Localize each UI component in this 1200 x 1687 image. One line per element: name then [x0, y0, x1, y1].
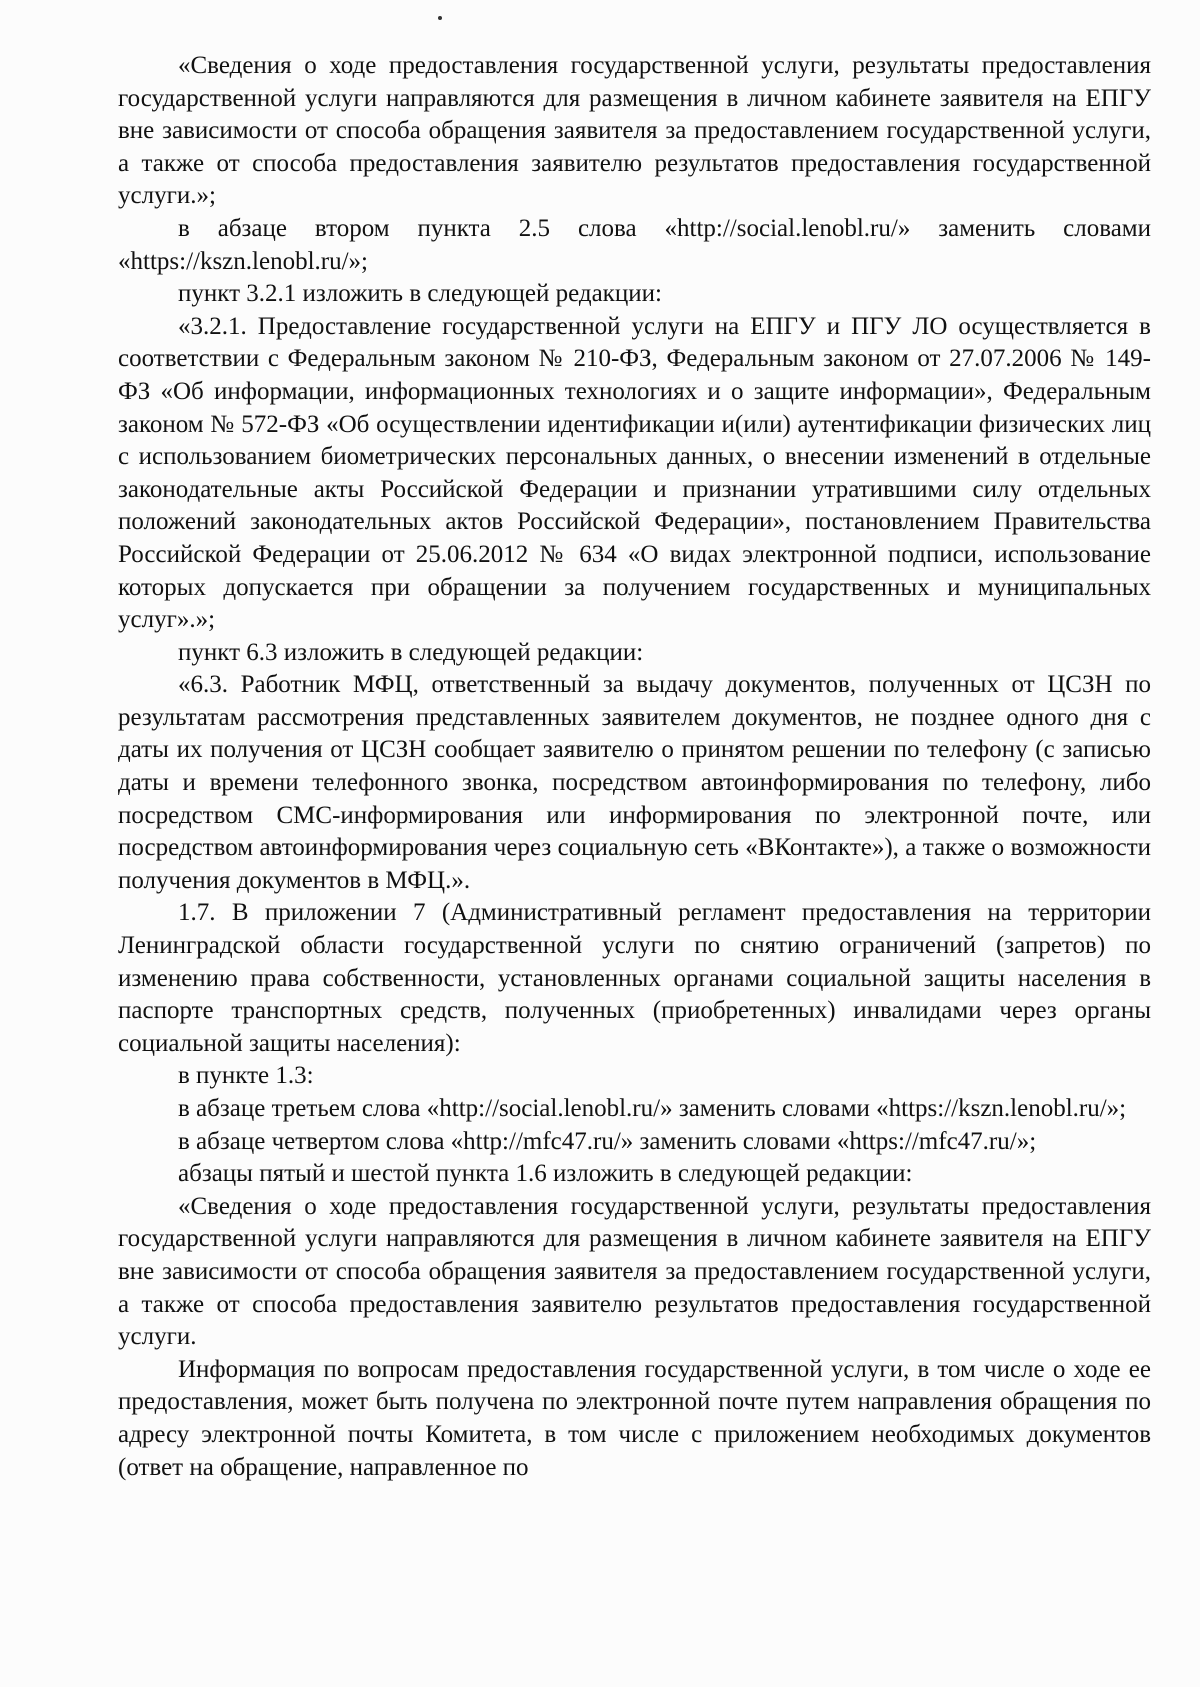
paragraph-1: «Сведения о ходе предоставления государственной услуги, результаты предоставления государственной услуги направляются для размещения в личном кабинете заявителя на ЕПГУ вне зависимости от способа обращения заявителя за предоставлением государственной услуги, а также от способа предоставления заявителю результатов предоставления государственной услуги.»; — [118, 52, 1151, 210]
paragraph-10: в абзаце четвертом слова «http://mfc47.ru/» заменить словами «https://mfc47.ru/»; — [178, 1127, 1037, 1155]
paragraph-2: в абзаце втором пункта 2.5 слова «http://social.lenobl.ru/» заменить словами «https://kszn.lenobl.ru/»; — [118, 214, 1151, 275]
scan-speck — [438, 16, 442, 20]
paragraph-11: абзацы пятый и шестой пункта 1.6 изложить в следующей редакции: — [178, 1160, 913, 1188]
paragraph-13: Информация по вопросам предоставления государственной услуги, в том числе о ходе ее предоставления, может быть получена по электронной почте путем направления обращения по адресу электронной почты Комитета, в том числе с приложением необходимых документов (ответ на обращение, направленное по — [118, 1355, 1151, 1481]
paragraph-5: пункт 6.3 изложить в следующей редакции: — [178, 638, 644, 666]
document-body — [118, 50, 1151, 1484]
paragraph-8: в пункте 1.3: — [178, 1062, 314, 1090]
paragraph-4: «3.2.1. Предоставление государственной услуги на ЕПГУ и ПГУ ЛО осуществляется в соответствии с Федеральным законом № 210-ФЗ, Федеральным законом от 27.07.2006 № 149-ФЗ «Об информации, информационных технологиях и о защите информации», Федеральным законом № 572-ФЗ «Об осуществлении идентификации и(или) аутентификации физических лиц с использованием биометрических персональных данных, о внесении изменений в отдельные законодательные акты Российской Федерации и признании утратившими силу отдельных положений законодательных актов Российской Федерации», постановлением Правительства Российской Федерации от 25.06.2012 № 634 «О видах электронной подписи, использование которых допускается при обращении за получением государственных и муниципальных услуг».»; — [118, 312, 1151, 634]
paragraph-7: 1.7. В приложении 7 (Административный регламент предоставления на территории Ленинградской области государственной услуги по снятию ограничений (запретов) по изменению права собственности, установленных органами социальной защиты населения в паспорте транспортных средств, полученных (приобретенных) инвалидами через органы социальной защиты населения): — [118, 899, 1151, 1057]
paragraph-9: в абзаце третьем слова «http://social.lenobl.ru/» заменить словами «https://kszn.lenobl.ru/»; — [178, 1095, 1127, 1122]
paragraph-12: «Сведения о ходе предоставления государственной услуги, результаты предоставления государственной услуги направляются для размещения в личном кабинете заявителя на ЕПГУ вне зависимости от способа обращения заявителя за предоставлением государственной услуги, а также от способа предоставления заявителю результатов предоставления государственной услуги. — [118, 1192, 1151, 1351]
paragraph-3: пункт 3.2.1 изложить в следующей редакции: — [178, 280, 662, 308]
paragraph-6: «6.3. Работник МФЦ, ответственный за выдачу документов, полученных от ЦСЗН по результатам рассмотрения представленных заявителем документов, не позднее одного дня с даты их получения от ЦСЗН сообщает заявителю о принятом решении по телефону (с записью даты и времени телефонного звонка, посредством автоинформирования по телефону, либо посредством СМС-информирования или информирования по электронной почте, или посредством автоинформирования через социальную сеть «ВКонтакте»), а также о возможности получения документов в МФЦ.». — [118, 671, 1151, 894]
